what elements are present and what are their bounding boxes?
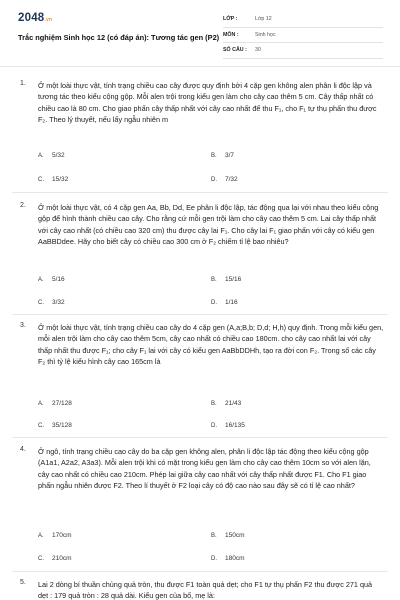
option-a[interactable] <box>38 400 72 407</box>
option-text: 210cm <box>52 555 72 562</box>
question-text: Ở một loài thực vật, có 4 cặp gen Aa, Bb, Dd, Ee phân li độc lập, tác động qua lại với nhau theo kiểu cộng gộp để hình thành chiều cao cây. Cho rằng cứ mỗi gen trội làm cho cây cao thêm 5 cm. Lai cây thấp nhất với cây cao nhất (có chiều cao 320 cm) thu được cây lai F₁. Cho cây lai F₁ giao phấn với cây có kiểu gen AaBBDdee. Hãy cho biết cây có chiều cao 300 cm ở F₂ chiếm tỉ lệ bao nhiêu? <box>38 203 379 247</box>
option-letter: C. <box>38 423 44 429</box>
question-number: 2. <box>20 202 26 209</box>
option-d[interactable] <box>211 555 245 562</box>
option-text: 5/16 <box>52 276 65 283</box>
option-letter: A. <box>38 277 44 283</box>
meta-row-class <box>223 12 383 28</box>
option-text: 3/7 <box>225 152 235 159</box>
header-divider <box>0 66 400 67</box>
option-b[interactable] <box>211 400 241 407</box>
option-letter: A. <box>38 533 44 539</box>
option-a[interactable] <box>38 532 72 539</box>
option-text: 5/32 <box>52 152 65 159</box>
question-divider <box>12 314 388 315</box>
option-d[interactable] <box>211 422 245 429</box>
option-b[interactable] <box>211 152 234 159</box>
option-c[interactable] <box>38 555 72 562</box>
option-a[interactable] <box>38 152 65 159</box>
option-letter: C. <box>38 556 44 562</box>
option-c[interactable] <box>38 176 68 183</box>
question-number: 4. <box>20 446 26 453</box>
option-text: 3/32 <box>52 299 65 306</box>
meta-row-subject <box>223 28 383 44</box>
meta-label: SỐ CÂU : <box>223 47 247 54</box>
option-a[interactable] <box>38 276 65 283</box>
page-header <box>0 0 400 68</box>
question-text: Ở một loài thực vật, tính trạng chiều cao cây được quy định bởi 4 cặp gen không alen phân li độc lập và tương tác theo kiểu cộng gộp. Mỗi alen trội trong kiểu gen làm cho cây cao thêm 5 cm. Cây thấp nhất có chiều cao là 80 cm. Cho giao phấn cây thấp nhất với cây cao nhất để thu F₁, cho F₁ tự thụ phấn thu được F₂. Theo lý thuyết, nếu lấy ngẫu nhiên m <box>38 81 377 125</box>
option-letter: C. <box>38 300 44 306</box>
site-logo[interactable] <box>18 12 52 24</box>
question-divider <box>12 437 388 438</box>
option-text: 21/43 <box>225 400 242 407</box>
option-c[interactable] <box>38 422 72 429</box>
question-text: Lai 2 dòng bí thuần chủng quả tròn, thu được F1 toàn quả dẹt; cho F1 tự thụ phấn F2 thu được 271 quả dẹt : 179 quả tròn : 28 quả dài. Kiểu gen của bố, mẹ là: <box>38 580 373 600</box>
option-text: 170cm <box>52 532 72 539</box>
meta-row-count <box>223 43 383 59</box>
question-number: 3. <box>20 322 26 329</box>
option-text: 15/16 <box>225 276 242 283</box>
option-letter: B. <box>211 533 217 539</box>
option-d[interactable] <box>211 299 238 306</box>
option-letter: C. <box>38 177 44 183</box>
option-c[interactable] <box>38 299 65 306</box>
option-d[interactable] <box>211 176 238 183</box>
logo-text: 2048 <box>18 12 45 24</box>
option-text: 180cm <box>225 555 245 562</box>
question-text: Ở một loài thực vật, tính trạng chiều cao cây do 4 cặp gen (A,a;B,b; D,d; H,h) quy định. Trong mỗi kiểu gen, mỗi alen trội làm cho cây cao thêm 5cm, cây cao nhất có chiều cao 180cm. cho cây cao nhất lai với cây thấp nhất thu được F₁; cho cây F₁ lai với cây có kiểu gen AaBbDDHh, tạo ra đời con F₂. Trong số các cây F₂ thì tỷ lệ kiểu hình cây cao 165cm là <box>38 323 384 367</box>
option-letter: B. <box>211 401 217 407</box>
option-b[interactable] <box>211 276 241 283</box>
option-text: 27/128 <box>52 400 72 407</box>
option-letter: A. <box>38 153 44 159</box>
page-title: Trắc nghiệm Sinh học 12 (có đáp án): Tương tác gen (P2) <box>18 33 220 42</box>
option-letter: D. <box>211 300 217 306</box>
option-letter: D. <box>211 423 217 429</box>
question-text: Ở ngô, tính trạng chiều cao cây do ba cặp gen không alen, phân li độc lập tác động theo kiểu cộng gộp (A1a1, A2a2, A3a3). Mỗi alen trội khi có mặt trong kiểu gen làm cho cây cao thêm 10cm so với alen lặn, cây cao nhất có chiều cao 210cm. Phép lai giữa cây cao nhất với cây thấp nhất được F1. Cho F1 giao phấn ngẫu nhiên được F2. Theo lí thuyết ở F2 loại cây có độ cao nào sau đây sẽ có tỉ lệ cao nhất? <box>38 447 371 491</box>
question-divider <box>12 571 388 572</box>
option-b[interactable] <box>211 532 245 539</box>
option-text: 7/32 <box>225 176 238 183</box>
question-number: 5. <box>20 579 26 586</box>
meta-label: LỚP : <box>223 16 238 23</box>
meta-value: Sinh học <box>255 31 276 38</box>
logo-suffix: .vn <box>44 17 53 23</box>
option-letter: B. <box>211 153 217 159</box>
meta-value: Lớp 12 <box>255 16 272 23</box>
question-number: 1. <box>20 80 26 87</box>
option-text: 150cm <box>225 532 245 539</box>
option-letter: D. <box>211 556 217 562</box>
option-text: 16/135 <box>225 422 245 429</box>
option-text: 15/32 <box>52 176 69 183</box>
meta-label: MÔN : <box>223 31 239 38</box>
option-text: 35/128 <box>52 422 72 429</box>
option-letter: B. <box>211 277 217 283</box>
option-text: 1/16 <box>225 299 238 306</box>
option-letter: D. <box>211 177 217 183</box>
question-divider <box>12 192 388 193</box>
meta-table <box>223 12 383 59</box>
option-letter: A. <box>38 401 44 407</box>
meta-value: 30 <box>255 47 261 54</box>
